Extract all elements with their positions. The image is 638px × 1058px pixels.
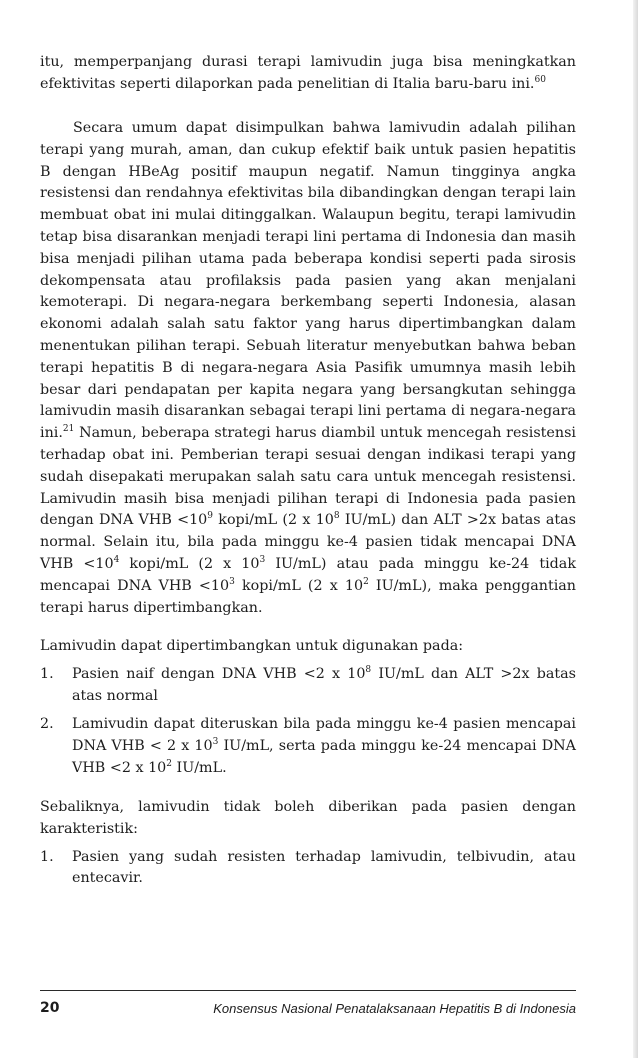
list-item: [40, 664, 576, 708]
indications-intro: Lamivudin dapat dipertimbangkan untuk digunakan pada:: [40, 638, 464, 654]
summary-text-d: IU/mL) dan ALT >2x batas atas normal. Selain itu, bila pada minggu ke-4 pasien tidak mencapai DNA VHB <10: [40, 512, 576, 572]
reference-60: 60: [534, 75, 546, 86]
list-item-text: IU/mL dan ALT >2x batas atas normal: [72, 665, 577, 704]
summary-text-b: Namun, beberapa strategi harus diambil untuk mencegah resistensi terhadap obat ini. Pemberian terapi sesuai dengan indikasi terapi yang sudah disepakati merupakan salah satu cara untuk mencegah resistensi. Lamivudin masih bisa menjadi pilihan terapi di Indonesia pada pasien dengan DNA VHB <10: [40, 425, 576, 529]
list-item: [40, 847, 576, 891]
footer-rule: [40, 990, 576, 991]
list-item-number: 1.: [40, 665, 54, 682]
reference-21: 21: [62, 424, 75, 435]
exponent: 2: [166, 759, 172, 770]
exponent: 8: [365, 665, 372, 676]
continuation-paragraph: [40, 52, 576, 96]
exponent: 8: [333, 511, 340, 522]
contraindications-section: [40, 797, 576, 890]
list-item: [40, 714, 576, 779]
summary-paragraph: [40, 118, 576, 619]
continuation-line-2: [40, 74, 576, 96]
summary-text-c: kopi/mL (2 x 10: [213, 512, 334, 529]
continuation-line-2-text: efektivitas seperti dilaporkan pada penelitian di Italia baru-baru ini.: [40, 75, 535, 92]
summary-text-e: kopi/mL (2 x 10: [119, 555, 260, 572]
list-item-number: 2.: [40, 716, 54, 733]
list-item-text: IU/mL.: [172, 759, 227, 776]
summary-text-g: kopi/mL (2 x 10: [234, 577, 364, 594]
page-edge-shadow: [633, 0, 638, 1058]
exponent: 9: [207, 511, 214, 522]
indications-list: [40, 664, 576, 780]
list-item-text: Lamivudin dapat diteruskan bila pada minggu ke-4 pasien mencapai DNA VHB < 2 x 10: [72, 716, 576, 755]
continuation-line-1: itu, memperpanjang durasi terapi lamivudin juga bisa meningkatkan: [40, 54, 576, 70]
contraindications-list: [40, 847, 576, 891]
exponent: 2: [363, 576, 369, 587]
exponent: 4: [113, 555, 120, 566]
running-title: Konsensus Nasional Penatalaksanaan Hepatitis B di Indonesia: [213, 1001, 576, 1016]
summary-paragraph-text: [40, 118, 576, 619]
indications-section: [40, 636, 576, 780]
page-number: 20: [40, 1000, 60, 1016]
exponent: 3: [229, 576, 235, 587]
contraindications-intro: Sebaliknya, lamivudin tidak boleh diberikan pada pasien dengan karakteristik:: [40, 799, 576, 837]
list-item-text: Pasien yang sudah resisten terhadap lamivudin, telbivudin, atau entecavir.: [72, 848, 576, 887]
list-item-number: 1.: [40, 848, 54, 865]
list-item-text: IU/mL, serta pada minggu ke-24 mencapai DNA VHB <2 x 10: [72, 738, 576, 776]
summary-text-f: IU/mL) atau pada minggu ke-24 tidak mencapai DNA VHB <10: [40, 555, 576, 594]
exponent: 3: [212, 737, 219, 748]
list-item-text: Pasien naif dengan DNA VHB <2 x 10: [72, 665, 366, 682]
summary-text-a: Secara umum dapat disimpulkan bahwa lamivudin adalah pilihan terapi yang murah, aman, dan cukup efektif baik untuk pasien hepatitis B dengan HBeAg positif maupun negatif. Namun tingginya angka resistensi dan rendahnya efektivitas bila dibandingkan dengan terapi lain membuat obat ini mulai ditinggalkan. Walaupun begitu, terapi lamivudin tetap bisa disarankan menjadi terapi lini pertama di Indonesia dan masih bisa menjadi pilihan utama pada beberapa kondisi seperti pada sirosis dekompensata atau profilaksis pada pasien yang akan menjalani kemoterapi. Di negara-negara berkembang seperti Indonesia, alasan ekonomi adalah salah satu faktor yang harus dipertimbangkan dalam menentukan pilihan terapi. Sebuah literatur menyebutkan bahwa beban terapi hepatitis B di negara-negara Asia Pasifik umumnya masih lebih besar dari pendapatan per kapita negara yang bersangkutan sehingga lamivudin masih disarankan sebagai terapi lini pertama di negara-negara ini.: [40, 120, 576, 442]
summary-text-h: IU/mL), maka penggantian terapi harus dipertimbangkan.: [40, 577, 576, 616]
exponent: 3: [259, 555, 266, 566]
